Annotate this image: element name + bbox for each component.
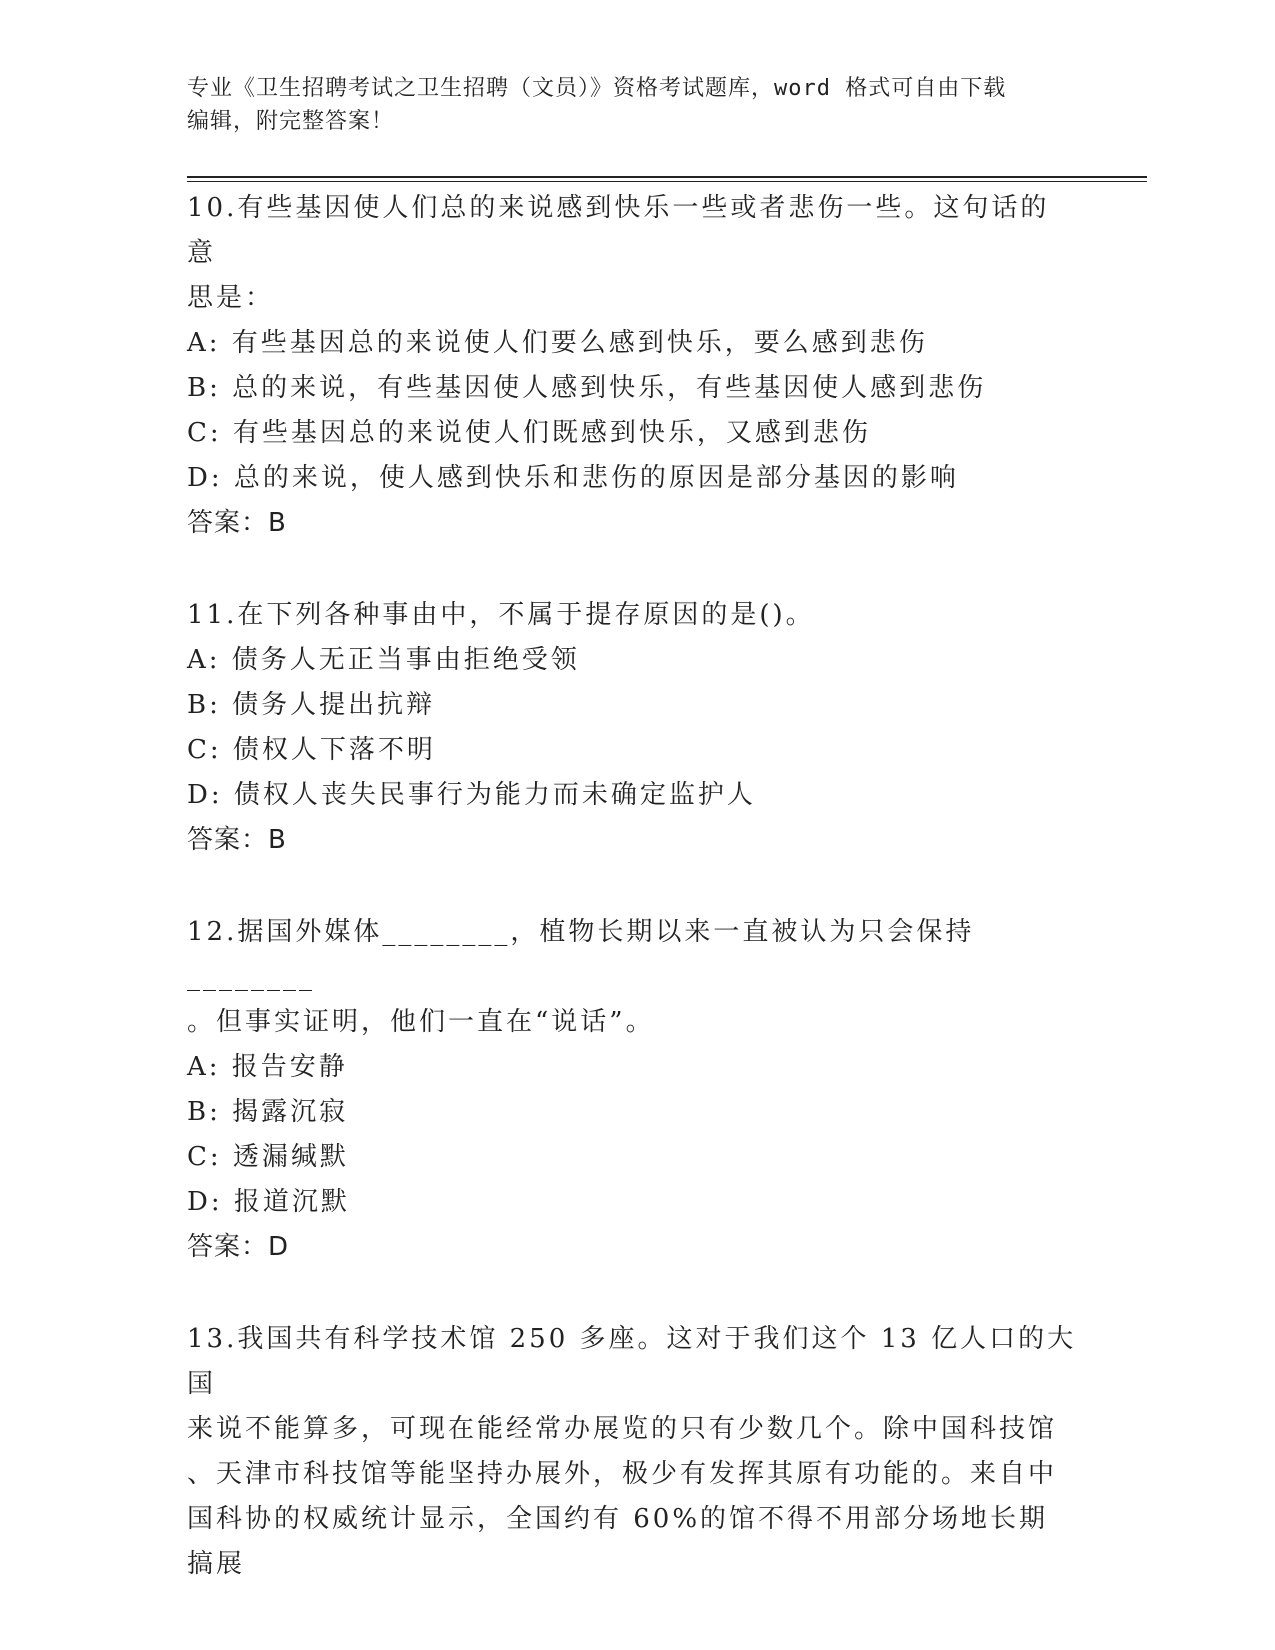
option-b: B: 揭露沉寂 [187, 1097, 349, 1127]
option-a: A: 报告安静 [187, 1052, 348, 1082]
question-10 [187, 186, 1077, 546]
option-c: C: 透漏缄默 [187, 1142, 349, 1172]
question-text-line: 、天津市科技馆等能坚持办展外，极少有发挥其原有功能的。来自中 [187, 1459, 1058, 1489]
question-text-line: 11.在下列各种事由中，不属于提存原因的是()。 [187, 600, 815, 630]
question-11 [187, 593, 1077, 863]
header-line-2: 编辑，附完整答案！ [187, 109, 395, 134]
question-text-line: 10.有些基因使人们总的来说感到快乐一些或者悲伤一些。这句话的意 [187, 193, 1050, 268]
question-text-line: 。但事实证明，他们一直在“说话”。 [187, 1007, 655, 1037]
question-text-line: 12.据国外媒体________，植物长期以来一直被认为只会保持________ [187, 917, 975, 992]
answer-label: 答案：D [187, 1232, 290, 1262]
answer-label: 答案：B [187, 825, 287, 855]
option-d: D: 报道沉默 [187, 1187, 350, 1217]
question-text-line: 国科协的权威统计显示，全国约有 60%的馆不得不用部分场地长期搞展 [187, 1504, 1049, 1579]
option-d: D: 债权人丧失民事行为能力而未确定监护人 [187, 780, 756, 810]
option-a: A: 债务人无正当事由拒绝受领 [187, 645, 580, 675]
document-header [187, 72, 1067, 138]
header-divider-thick [187, 176, 1147, 178]
question-text-line: 思是： [187, 283, 275, 313]
option-d: D: 总的来说，使人感到快乐和悲伤的原因是部分基因的影响 [187, 463, 959, 493]
option-b: B: 债务人提出抗辩 [187, 690, 436, 720]
question-13 [187, 1317, 1077, 1587]
question-text-line: 来说不能算多，可现在能经常办展览的只有少数几个。除中国科技馆 [187, 1414, 1058, 1444]
answer-label: 答案：B [187, 508, 287, 538]
header-line-1: 专业《卫生招聘考试之卫生招聘（文员）》资格考试题库，word 格式可自由下载 [187, 76, 1007, 101]
question-text-line: 13.我国共有科学技术馆 250 多座。这对于我们这个 13 亿人口的大国 [187, 1324, 1077, 1399]
question-list [187, 186, 1077, 1634]
header-divider-thin [187, 181, 1147, 182]
question-12 [187, 910, 1077, 1270]
option-c: C: 有些基因总的来说使人们既感到快乐，又感到悲伤 [187, 418, 871, 448]
option-b: B: 总的来说，有些基因使人感到快乐，有些基因使人感到悲伤 [187, 373, 987, 403]
option-a: A: 有些基因总的来说使人们要么感到快乐，要么感到悲伤 [187, 328, 928, 358]
option-c: C: 债权人下落不明 [187, 735, 436, 765]
